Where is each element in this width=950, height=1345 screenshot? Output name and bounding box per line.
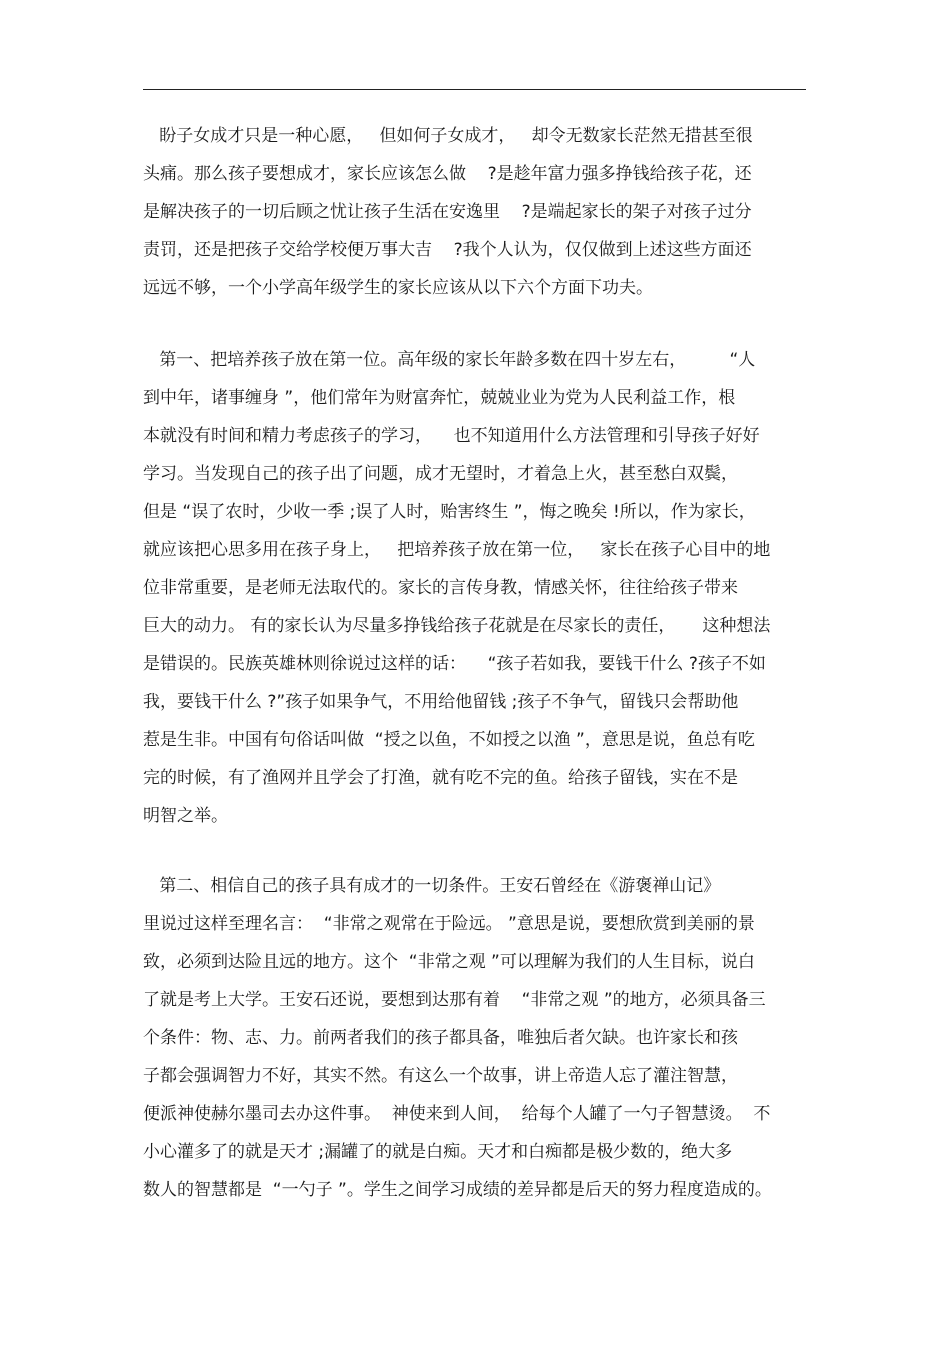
text-line: 是错误的。民族英雄林则徐说过这样的话： “孩子若如我，要钱干什么 ?孩子不如	[143, 654, 766, 674]
text-line: 数人的智慧都是 “一勺子 ”。学生之间学习成绩的差异都是后天的努力程度造成的。	[143, 1180, 772, 1200]
text-line: 小心灌多了的就是天才 ;漏罐了的就是白痴。天才和白痴都是极少数的，绝大多	[143, 1142, 733, 1162]
text-line: 致，必须到达险且远的地方。这个 “非常之观 ”可以理解为我们的人生目标，说白	[143, 952, 755, 972]
text-line: 到中年，诸事缠身 ”，他们常年为财富奔忙，兢兢业业为党为人民利益工作，根	[143, 388, 736, 408]
text-line: 头痛。那么孩子要想成才，家长应该怎么做 ?是趁年富力强多挣钱给孩子花，还	[143, 164, 752, 184]
text-line: 巨大的动力。 有的家长认为尽量多挣钱给孩子花就是在尽家长的责任， 这种想法	[143, 616, 771, 636]
text-line: 惹是生非。中国有句俗话叫做 “授之以鱼，不如授之以渔 ”，意思是说，鱼总有吃	[143, 730, 755, 750]
text-line: 完的时候，有了渔网并且学会了打渔，就有吃不完的鱼。给孩子留钱，实在不是	[143, 768, 738, 788]
text-line: 是解决孩子的一切后顾之忧让孩子生活在安逸里 ?是端起家长的架子对孩子过分	[143, 202, 752, 222]
text-line: 就应该把心思多用在孩子身上， 把培养孩子放在第一位， 家长在孩子心目中的地	[143, 540, 771, 560]
text-line: 里说过这样至理名言： “非常之观常在于险远。 ”意思是说，要想欣赏到美丽的景	[143, 914, 755, 934]
paragraph-intro	[143, 117, 808, 307]
text-line: 盼子女成才只是一种心愿， 但如何子女成才， 却令无数家长茫然无措甚至很	[143, 126, 753, 146]
text-line: 第二、相信自己的孩子具有成才的一切条件。王安石曾经在《游褒禅山记》	[143, 876, 721, 896]
text-line: 远远不够，一个小学高年级学生的家长应该从以下六个方面下功夫。	[143, 278, 653, 298]
header-rule	[143, 89, 806, 90]
text-line: 但是 “误了农时，少收一季 ;误了人时，贻害终生 ”，悔之晚矣 !所以，作为家长，	[143, 502, 756, 522]
text-line: 位非常重要，是老师无法取代的。家长的言传身教，情感关怀，往往给孩子带来	[143, 578, 738, 598]
text-line: 子都会强调智力不好，其实不然。有这么一个故事，讲上帝造人忘了灌注智慧，	[143, 1066, 738, 1086]
text-line: 个条件：物、志、力。前两者我们的孩子都具备，唯独后者欠缺。也许家长和孩	[143, 1028, 738, 1048]
paragraph-point-one	[143, 341, 808, 835]
paragraph-point-two	[143, 867, 808, 1209]
text-line: 明智之举。	[143, 806, 228, 826]
text-line: 便派神使赫尔墨司去办这件事。 神使来到人间， 给每个人罐了一勺子智慧烫。 不	[143, 1104, 771, 1124]
text-line: 第一、把培养孩子放在第一位。高年级的家长年龄多数在四十岁左右， “人	[143, 350, 756, 370]
text-line: 责罚，还是把孩子交给学校便万事大吉 ?我个人认为，仅仅做到上述这些方面还	[143, 240, 752, 260]
text-line: 本就没有时间和精力考虑孩子的学习， 也不知道用什么方法管理和引导孩子好好	[143, 426, 760, 446]
text-line: 我，要钱干什么 ?”孩子如果争气，不用给他留钱 ;孩子不争气，留钱只会帮助他	[143, 692, 739, 712]
text-line: 学习。当发现自己的孩子出了问题，成才无望时，才着急上火，甚至愁白双鬓，	[143, 464, 738, 484]
text-line: 了就是考上大学。王安石还说，要想到达那有着 “非常之观 ”的地方，必须具备三	[143, 990, 766, 1010]
